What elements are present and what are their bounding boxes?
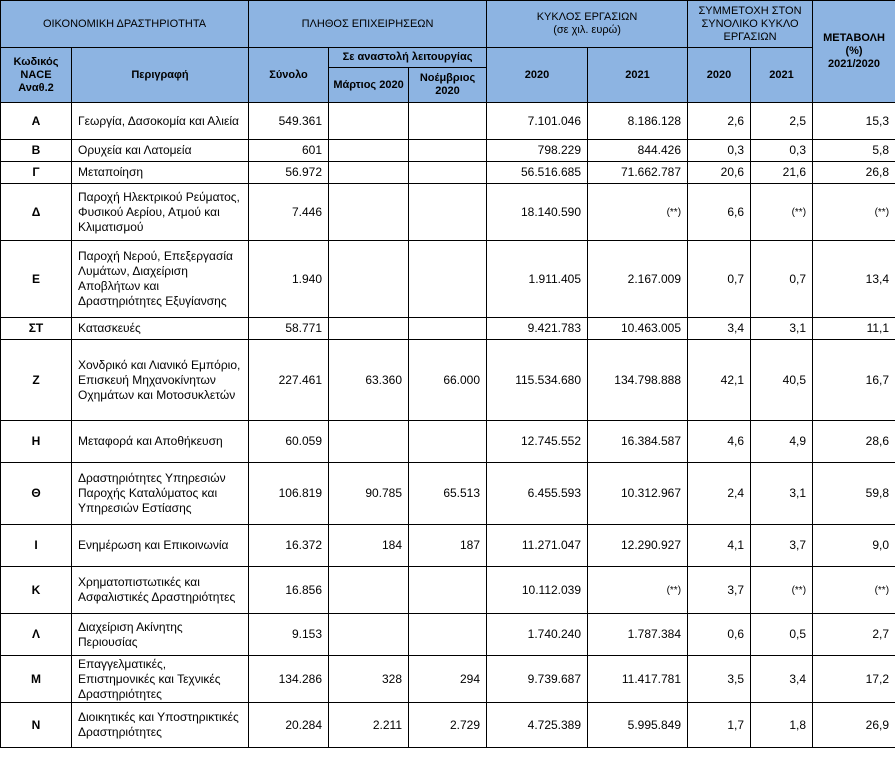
total-cell: 60.059 [249, 421, 329, 463]
turnover-2021-cell: 11.417.781 [588, 656, 688, 703]
march-2020-cell: 63.360 [329, 340, 409, 421]
nace-code-cell: Λ [1, 614, 72, 656]
turnover-2020-header: 2020 [487, 48, 588, 103]
description-cell: Μεταφορά και Αποθήκευση [72, 421, 249, 463]
november-2020-cell: 294 [409, 656, 487, 703]
march-2020-cell [329, 421, 409, 463]
turnover-2021-cell: (**) [588, 184, 688, 241]
share-2020-cell: 4,6 [688, 421, 751, 463]
share-2021-cell: 1,8 [751, 703, 813, 748]
share-2021-cell: 40,5 [751, 340, 813, 421]
november-2020-cell [409, 318, 487, 340]
change-cell: 16,7 [813, 340, 895, 421]
share-2021-cell: (**) [751, 184, 813, 241]
change-cell: 15,3 [813, 103, 895, 140]
total-cell: 106.819 [249, 463, 329, 525]
turnover-2021-cell: 10.463.005 [588, 318, 688, 340]
march-2020-cell: 184 [329, 525, 409, 567]
turnover-2021-cell: 2.167.009 [588, 241, 688, 318]
change-cell: 26,9 [813, 703, 895, 748]
change-cell: (**) [813, 567, 895, 614]
table-row [1, 421, 895, 463]
change-cell: 2,7 [813, 614, 895, 656]
turnover-2020-cell: 9.421.783 [487, 318, 588, 340]
description-cell: Κατασκευές [72, 318, 249, 340]
november-2020-cell [409, 241, 487, 318]
share-2020-cell: 1,7 [688, 703, 751, 748]
november-2020-cell [409, 421, 487, 463]
table-row [1, 525, 895, 567]
total-header: Σύνολο [249, 48, 329, 103]
turnover-2020-cell: 10.112.039 [487, 567, 588, 614]
share-2020-cell: 3,7 [688, 567, 751, 614]
activity-header: ΟΙΚΟΝΟΜΙΚΗ ΔΡΑΣΤΗΡΙΟΤΗΤΑ [1, 1, 249, 48]
table-row [1, 463, 895, 525]
november-2020-cell [409, 567, 487, 614]
share-2021-cell: 3,7 [751, 525, 813, 567]
november-2020-cell: 2.729 [409, 703, 487, 748]
march-2020-cell: 2.211 [329, 703, 409, 748]
turnover-2021-cell: 134.798.888 [588, 340, 688, 421]
march-2020-cell [329, 241, 409, 318]
change-cell: 59,8 [813, 463, 895, 525]
turnover-2020-cell: 56.516.685 [487, 162, 588, 184]
march-2020-header: Μάρτιος 2020 [329, 68, 409, 103]
description-cell: Δραστηριότητες Υπηρεσιών Παροχής Καταλύματος και Υπηρεσιών Εστίασης [72, 463, 249, 525]
turnover-2021-cell: 1.787.384 [588, 614, 688, 656]
march-2020-cell [329, 567, 409, 614]
nace-code-cell: Ν [1, 703, 72, 748]
description-cell: Επαγγελματικές, Επιστημονικές και Τεχνικές Δραστηριότητες [72, 656, 249, 703]
share-2021-cell: 3,4 [751, 656, 813, 703]
march-2020-cell [329, 162, 409, 184]
description-cell: Ορυχεία και Λατομεία [72, 140, 249, 162]
share-2020-cell: 0,3 [688, 140, 751, 162]
suspended-header: Σε αναστολή λειτουργίας [329, 48, 487, 68]
november-2020-cell: 187 [409, 525, 487, 567]
share-2020-cell: 3,5 [688, 656, 751, 703]
table-row [1, 140, 895, 162]
description-cell: Χρηματοπιστωτικές και Ασφαλιστικές Δραστηριότητες [72, 567, 249, 614]
total-cell: 9.153 [249, 614, 329, 656]
march-2020-cell: 328 [329, 656, 409, 703]
share-2020-cell: 3,4 [688, 318, 751, 340]
nace-code-cell: Α [1, 103, 72, 140]
nace-code-cell: Ε [1, 241, 72, 318]
description-cell: Διοικητικές και Υποστηρικτικές Δραστηριότητες [72, 703, 249, 748]
share-header: ΣΥΜΜΕΤΟΧΗ ΣΤΟΝ ΣΥΝΟΛΙΚΟ ΚΥΚΛΟ ΕΡΓΑΣΙΩΝ [688, 1, 813, 48]
march-2020-cell [329, 140, 409, 162]
november-2020-cell: 66.000 [409, 340, 487, 421]
turnover-2020-cell: 12.745.552 [487, 421, 588, 463]
turnover-2021-cell: 10.312.967 [588, 463, 688, 525]
turnover-2021-cell: 16.384.587 [588, 421, 688, 463]
nace-code-cell: Γ [1, 162, 72, 184]
share-2021-cell: 4,9 [751, 421, 813, 463]
turnover-2021-cell: 8.186.128 [588, 103, 688, 140]
nace-code-cell: Δ [1, 184, 72, 241]
total-cell: 58.771 [249, 318, 329, 340]
table-row [1, 703, 895, 748]
turnover-2021-cell: 844.426 [588, 140, 688, 162]
change-cell: 5,8 [813, 140, 895, 162]
table-row [1, 103, 895, 140]
november-2020-cell [409, 162, 487, 184]
nace-code-cell: Ζ [1, 340, 72, 421]
nace-code-cell: Ι [1, 525, 72, 567]
march-2020-cell [329, 614, 409, 656]
change-cell: 28,6 [813, 421, 895, 463]
share-2020-cell: 42,1 [688, 340, 751, 421]
turnover-2021-cell: 12.290.927 [588, 525, 688, 567]
change-cell: 9,0 [813, 525, 895, 567]
share-2021-header: 2021 [751, 48, 813, 103]
num-businesses-header: ΠΛΗΘΟΣ ΕΠΙΧΕΙΡΗΣΕΩΝ [249, 1, 487, 48]
share-2020-header: 2020 [688, 48, 751, 103]
table-header [1, 1, 895, 103]
total-cell: 1.940 [249, 241, 329, 318]
turnover-2020-cell: 798.229 [487, 140, 588, 162]
turnover-header: ΚΥΚΛΟΣ ΕΡΓΑΣΙΩΝ (σε χιλ. ευρώ) [487, 1, 688, 48]
description-cell: Παροχή Νερού, Επεξεργασία Λυμάτων, Διαχείριση Αποβλήτων και Δραστηριότητες Εξυγίανσης [72, 241, 249, 318]
change-header: ΜΕΤΑΒΟΛΗ (%) 2021/2020 [813, 1, 895, 103]
table-row [1, 614, 895, 656]
share-2020-cell: 6,6 [688, 184, 751, 241]
change-cell: (**) [813, 184, 895, 241]
share-2021-cell: 0,5 [751, 614, 813, 656]
november-2020-cell [409, 184, 487, 241]
nace-code-cell: Κ [1, 567, 72, 614]
november-2020-cell [409, 614, 487, 656]
turnover-2020-cell: 9.739.687 [487, 656, 588, 703]
share-2020-cell: 2,4 [688, 463, 751, 525]
change-cell: 13,4 [813, 241, 895, 318]
change-cell: 11,1 [813, 318, 895, 340]
march-2020-cell [329, 318, 409, 340]
nace-code-header: Κωδικός NACE Αναθ.2 [1, 48, 72, 103]
turnover-2020-cell: 115.534.680 [487, 340, 588, 421]
table-row [1, 340, 895, 421]
march-2020-cell [329, 184, 409, 241]
total-cell: 16.856 [249, 567, 329, 614]
description-cell: Μεταποίηση [72, 162, 249, 184]
turnover-2021-cell: 5.995.849 [588, 703, 688, 748]
share-2020-cell: 2,6 [688, 103, 751, 140]
table-row [1, 184, 895, 241]
description-header: Περιγραφή [72, 48, 249, 103]
total-cell: 56.972 [249, 162, 329, 184]
total-cell: 134.286 [249, 656, 329, 703]
table-row [1, 241, 895, 318]
nace-code-cell: Μ [1, 656, 72, 703]
nace-code-cell: ΣΤ [1, 318, 72, 340]
turnover-2020-cell: 1.740.240 [487, 614, 588, 656]
share-2021-cell: 0,7 [751, 241, 813, 318]
november-2020-cell [409, 103, 487, 140]
share-2020-cell: 0,6 [688, 614, 751, 656]
total-cell: 7.446 [249, 184, 329, 241]
share-2021-cell: 3,1 [751, 463, 813, 525]
description-cell: Γεωργία, Δασοκομία και Αλιεία [72, 103, 249, 140]
turnover-2020-cell: 6.455.593 [487, 463, 588, 525]
total-cell: 601 [249, 140, 329, 162]
share-2021-cell: 2,5 [751, 103, 813, 140]
share-2020-cell: 20,6 [688, 162, 751, 184]
turnover-2020-cell: 18.140.590 [487, 184, 588, 241]
november-2020-cell: 65.513 [409, 463, 487, 525]
description-cell: Ενημέρωση και Επικοινωνία [72, 525, 249, 567]
share-2020-cell: 4,1 [688, 525, 751, 567]
table-row [1, 567, 895, 614]
march-2020-cell [329, 103, 409, 140]
turnover-2020-cell: 11.271.047 [487, 525, 588, 567]
share-2020-cell: 0,7 [688, 241, 751, 318]
turnover-2020-cell: 1.911.405 [487, 241, 588, 318]
table-row [1, 656, 895, 703]
total-cell: 20.284 [249, 703, 329, 748]
share-2021-cell: 0,3 [751, 140, 813, 162]
change-cell: 17,2 [813, 656, 895, 703]
share-2021-cell: 21,6 [751, 162, 813, 184]
nace-code-cell: Θ [1, 463, 72, 525]
change-cell: 26,8 [813, 162, 895, 184]
november-2020-cell [409, 140, 487, 162]
total-cell: 549.361 [249, 103, 329, 140]
nace-code-cell: Β [1, 140, 72, 162]
table-row [1, 162, 895, 184]
turnover-2021-cell: 71.662.787 [588, 162, 688, 184]
table-body [1, 103, 895, 748]
description-cell: Διαχείριση Ακίνητης Περιουσίας [72, 614, 249, 656]
total-cell: 16.372 [249, 525, 329, 567]
turnover-2021-header: 2021 [588, 48, 688, 103]
turnover-2020-cell: 7.101.046 [487, 103, 588, 140]
march-2020-cell: 90.785 [329, 463, 409, 525]
description-cell: Παροχή Ηλεκτρικού Ρεύματος, Φυσικού Αερίου, Ατμού και Κλιματισμού [72, 184, 249, 241]
turnover-2021-cell: (**) [588, 567, 688, 614]
table-row [1, 318, 895, 340]
nace-code-cell: Η [1, 421, 72, 463]
share-2021-cell: 3,1 [751, 318, 813, 340]
total-cell: 227.461 [249, 340, 329, 421]
november-2020-header: Νοέμβριος 2020 [409, 68, 487, 103]
description-cell: Χονδρικό και Λιανικό Εμπόριο, Επισκευή Μηχανοκίνητων Οχημάτων και Μοτοσυκλετών [72, 340, 249, 421]
share-2021-cell: (**) [751, 567, 813, 614]
turnover-2020-cell: 4.725.389 [487, 703, 588, 748]
